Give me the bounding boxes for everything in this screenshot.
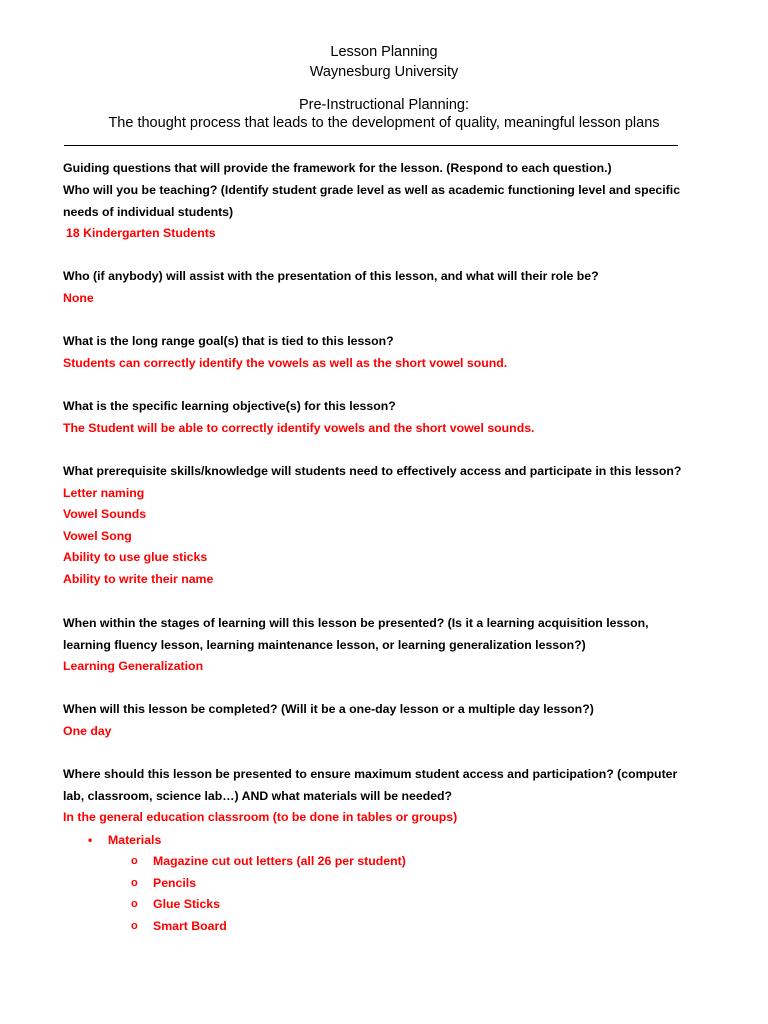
question-text: What is the long range goal(s) that is tied to this lesson? xyxy=(63,334,394,348)
university-name: Waynesburg University xyxy=(309,64,459,80)
answer-item: Letter naming xyxy=(63,486,145,500)
question-text: needs of individual students) xyxy=(63,205,234,219)
answer-text: One day xyxy=(63,724,112,738)
question-text: lab, classroom, science lab…) AND what materials will be needed? xyxy=(63,789,453,803)
question-text: What is the specific learning objective(s) for this lesson? xyxy=(63,399,396,413)
answer-item: Ability to use glue sticks xyxy=(63,550,208,564)
materials-item: Magazine cut out letters (all 26 per student) xyxy=(153,854,406,868)
sub-bullet-marker: o xyxy=(131,855,138,867)
sub-bullet-marker: o xyxy=(131,877,138,889)
answer-text: 18 Kindergarten Students xyxy=(66,226,216,240)
answer-item: Vowel Song xyxy=(63,529,132,543)
materials-item: Smart Board xyxy=(153,919,227,933)
answer-text: In the general education classroom (to be done in tables or groups) xyxy=(63,810,458,824)
materials-item: Glue Sticks xyxy=(153,897,220,911)
materials-label: Materials xyxy=(108,833,162,847)
question-text: When will this lesson be completed? (Will it be a one-day lesson or a multiple day lesson?) xyxy=(63,702,594,716)
section-heading: Pre-Instructional Planning: xyxy=(298,97,470,113)
question-text: What prerequisite skills/knowledge will students need to effectively access and participate in this lesson? xyxy=(63,464,682,478)
answer-item: Vowel Sounds xyxy=(63,507,147,521)
question-text: Who (if anybody) will assist with the presentation of this lesson, and what will their role be? xyxy=(63,269,599,283)
answer-item: Ability to write their name xyxy=(63,572,214,586)
bullet-marker: • xyxy=(88,833,93,847)
answer-text: None xyxy=(63,291,94,305)
answer-text: The Student will be able to correctly identify vowels and the short vowel sounds. xyxy=(63,421,535,435)
question-text: learning fluency lesson, learning maintenance lesson, or learning generalization lesson?) xyxy=(63,638,586,652)
question-text: Where should this lesson be presented to ensure maximum student access and participation? (computer xyxy=(63,767,678,781)
materials-item: Pencils xyxy=(153,876,197,890)
document-title: Lesson Planning xyxy=(330,44,438,60)
answer-text: Students can correctly identify the vowels as well as the short vowel sound. xyxy=(63,356,508,370)
section-subtitle: The thought process that leads to the development of quality, meaningful lesson plans xyxy=(108,115,660,131)
sub-bullet-marker: o xyxy=(131,898,138,910)
sub-bullet-marker: o xyxy=(131,920,138,932)
question-text: When within the stages of learning will this lesson be presented? (Is it a learning acquisition lesson, xyxy=(63,616,649,630)
answer-text: Learning Generalization xyxy=(63,659,204,673)
horizontal-rule xyxy=(64,145,678,146)
intro-text: Guiding questions that will provide the framework for the lesson. (Respond to each question.) xyxy=(63,161,612,175)
question-text: Who will you be teaching? (Identify student grade level as well as academic functioning level and specific xyxy=(63,183,681,197)
